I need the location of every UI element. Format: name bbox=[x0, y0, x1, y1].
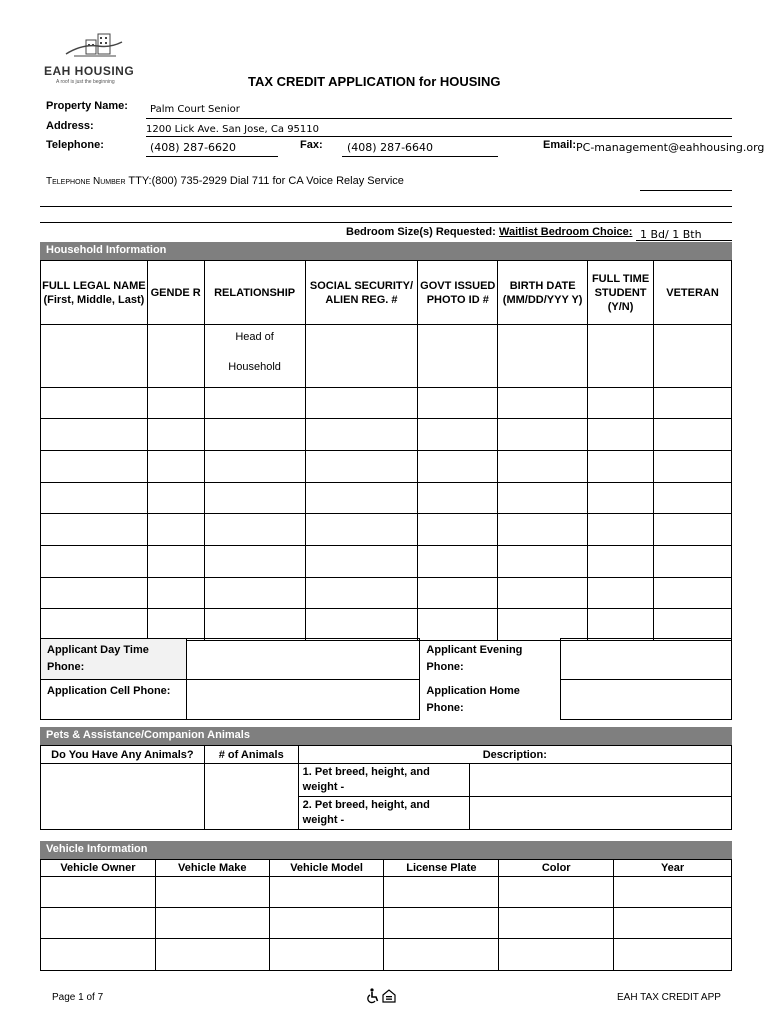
pet2-input[interactable] bbox=[470, 797, 732, 830]
accessibility-icon bbox=[366, 988, 380, 1004]
cell[interactable] bbox=[269, 877, 384, 908]
logo bbox=[40, 30, 150, 90]
cell[interactable] bbox=[41, 546, 148, 578]
col-animal-count: # of Animals bbox=[204, 746, 298, 764]
address-label: Address: bbox=[46, 120, 94, 132]
cell[interactable] bbox=[418, 609, 498, 641]
tty-line bbox=[46, 175, 404, 187]
cell[interactable] bbox=[498, 419, 588, 451]
page-title: TAX CREDIT APPLICATION for HOUSING bbox=[248, 74, 501, 89]
cell[interactable] bbox=[269, 939, 384, 971]
telephone-label: Telephone: bbox=[46, 139, 104, 151]
col-have-animals: Do You Have Any Animals? bbox=[41, 746, 205, 764]
cell[interactable] bbox=[588, 514, 654, 546]
col-birth-date: BIRTH DATE (MM/DD/YYY Y) bbox=[498, 261, 588, 325]
cell[interactable] bbox=[654, 483, 732, 514]
cell[interactable] bbox=[498, 388, 588, 419]
household-text: Household bbox=[228, 361, 281, 373]
table-row bbox=[41, 939, 732, 971]
cell[interactable] bbox=[654, 388, 732, 419]
home-phone-label: Application Home Phone: bbox=[420, 680, 561, 720]
cell[interactable] bbox=[654, 451, 732, 483]
col-gender: GENDE R bbox=[147, 261, 204, 325]
address-line bbox=[146, 136, 732, 137]
cell[interactable] bbox=[498, 451, 588, 483]
page-number: Page 1 of 7 bbox=[52, 992, 104, 1003]
col-photo-id: GOVT ISSUED PHOTO ID # bbox=[418, 261, 498, 325]
property-name-line bbox=[146, 118, 732, 119]
table-row bbox=[41, 578, 732, 609]
cell[interactable] bbox=[305, 514, 418, 546]
evening-phone-input[interactable] bbox=[561, 639, 732, 680]
table-row bbox=[41, 483, 732, 514]
col-license-plate: License Plate bbox=[384, 860, 499, 877]
col-student: FULL TIME STUDENT (Y/N) bbox=[588, 261, 654, 325]
cell[interactable] bbox=[147, 546, 204, 578]
tty-text: TTY:(800) 735-2929 Dial 711 for CA Voice Relay Service bbox=[128, 175, 404, 187]
cell[interactable] bbox=[498, 483, 588, 514]
cell[interactable] bbox=[155, 939, 269, 971]
cell[interactable] bbox=[614, 908, 732, 939]
tty-label: Telephone Number bbox=[46, 176, 126, 187]
cell[interactable] bbox=[499, 908, 614, 939]
property-name-label: Property Name: bbox=[46, 100, 128, 112]
household-table bbox=[40, 260, 732, 641]
cell[interactable] bbox=[654, 609, 732, 641]
cell[interactable] bbox=[41, 514, 148, 546]
cell[interactable] bbox=[498, 546, 588, 578]
pet1-label: 1. Pet breed, height, and weight - bbox=[298, 764, 470, 797]
table-row bbox=[41, 451, 732, 483]
cell[interactable] bbox=[588, 546, 654, 578]
cell[interactable] bbox=[204, 388, 305, 419]
cell[interactable] bbox=[155, 908, 269, 939]
cell[interactable] bbox=[41, 877, 156, 908]
address-value: 1200 Lick Ave. San Jose, Ca 95110 bbox=[146, 124, 320, 135]
cell[interactable] bbox=[147, 514, 204, 546]
cell[interactable] bbox=[204, 609, 305, 641]
cell[interactable] bbox=[418, 451, 498, 483]
cell[interactable] bbox=[41, 419, 148, 451]
vehicle-header: Vehicle Information bbox=[40, 841, 732, 859]
ssn-cell[interactable] bbox=[305, 325, 418, 388]
cell[interactable] bbox=[305, 546, 418, 578]
logo-tagline: A roof is just the beginning bbox=[56, 79, 115, 85]
col-relationship: RELATIONSHIP bbox=[204, 261, 305, 325]
cell[interactable] bbox=[588, 578, 654, 609]
col-veteran: VETERAN bbox=[654, 261, 732, 325]
birth-cell[interactable] bbox=[498, 325, 588, 388]
cell[interactable] bbox=[588, 388, 654, 419]
cell[interactable] bbox=[155, 877, 269, 908]
cell[interactable] bbox=[499, 939, 614, 971]
cell[interactable] bbox=[147, 609, 204, 641]
cell[interactable] bbox=[654, 419, 732, 451]
pets-table bbox=[40, 745, 732, 830]
head-of-text: Head of bbox=[235, 331, 274, 343]
cell[interactable] bbox=[588, 451, 654, 483]
cell[interactable] bbox=[418, 546, 498, 578]
logo-name: EAH HOUSING bbox=[44, 64, 135, 78]
cell[interactable] bbox=[384, 939, 499, 971]
fax-line bbox=[342, 156, 498, 157]
cell[interactable] bbox=[41, 388, 148, 419]
cell-phone-input[interactable] bbox=[186, 680, 420, 720]
evening-phone-label: Applicant Evening Phone: bbox=[420, 639, 561, 680]
pet2-label: 2. Pet breed, height, and weight - bbox=[298, 797, 470, 830]
cell[interactable] bbox=[147, 388, 204, 419]
cell[interactable] bbox=[654, 546, 732, 578]
cell[interactable] bbox=[41, 609, 148, 641]
cell[interactable] bbox=[418, 388, 498, 419]
fax-label: Fax: bbox=[300, 139, 323, 151]
cell[interactable] bbox=[305, 483, 418, 514]
cell[interactable] bbox=[498, 609, 588, 641]
cell[interactable] bbox=[204, 419, 305, 451]
footer-app-name: EAH TAX CREDIT APP bbox=[617, 992, 721, 1003]
tty-blank bbox=[640, 190, 732, 191]
have-animals-input[interactable] bbox=[41, 764, 205, 830]
cell[interactable] bbox=[418, 483, 498, 514]
building-logo-icon bbox=[64, 30, 124, 62]
equal-housing-icon bbox=[382, 989, 396, 1003]
phone-table bbox=[40, 638, 732, 720]
col-description: Description: bbox=[298, 746, 731, 764]
telephone-value: (408) 287-6620 bbox=[150, 141, 237, 154]
household-header: Household Information bbox=[40, 242, 732, 260]
table-row bbox=[41, 325, 732, 388]
col-color: Color bbox=[499, 860, 614, 877]
bedroom-choice-label: Waitlist Bedroom Choice: bbox=[499, 226, 633, 238]
cell[interactable] bbox=[147, 451, 204, 483]
cell[interactable] bbox=[498, 514, 588, 546]
cell[interactable] bbox=[654, 514, 732, 546]
day-phone-input[interactable] bbox=[186, 639, 420, 680]
cell[interactable] bbox=[499, 877, 614, 908]
cell[interactable] bbox=[41, 939, 156, 971]
footer-icons bbox=[366, 988, 406, 1004]
gender-cell[interactable] bbox=[147, 325, 204, 388]
table-row bbox=[41, 419, 732, 451]
cell[interactable] bbox=[384, 877, 499, 908]
cell[interactable] bbox=[41, 578, 148, 609]
cell[interactable] bbox=[41, 908, 156, 939]
cell[interactable] bbox=[588, 609, 654, 641]
photo-id-cell[interactable] bbox=[418, 325, 498, 388]
cell[interactable] bbox=[654, 578, 732, 609]
home-phone-input[interactable] bbox=[561, 680, 732, 720]
rule-2 bbox=[40, 222, 732, 223]
cell[interactable] bbox=[384, 908, 499, 939]
bedroom-label: Bedroom Size(s) Requested: bbox=[346, 226, 496, 238]
cell[interactable] bbox=[147, 419, 204, 451]
bedroom-value[interactable]: 1 Bd/ 1 Bth bbox=[640, 228, 702, 241]
table-row bbox=[41, 908, 732, 939]
table-row bbox=[41, 546, 732, 578]
col-vehicle-make: Vehicle Make bbox=[155, 860, 269, 877]
cell[interactable] bbox=[269, 908, 384, 939]
cell[interactable] bbox=[418, 578, 498, 609]
cell[interactable] bbox=[418, 419, 498, 451]
cell[interactable] bbox=[147, 578, 204, 609]
col-vehicle-owner: Vehicle Owner bbox=[41, 860, 156, 877]
cell[interactable] bbox=[305, 388, 418, 419]
cell-phone-label: Application Cell Phone: bbox=[41, 680, 187, 720]
animal-count-input[interactable] bbox=[204, 764, 298, 830]
cell[interactable] bbox=[418, 514, 498, 546]
cell[interactable] bbox=[588, 419, 654, 451]
name-cell[interactable] bbox=[41, 325, 148, 388]
telephone-line bbox=[146, 156, 278, 157]
pet1-input[interactable] bbox=[470, 764, 732, 797]
col-full-name: FULL LEGAL NAME (First, Middle, Last) bbox=[41, 261, 148, 325]
relationship-cell bbox=[204, 325, 305, 388]
email-label: Email: bbox=[543, 139, 577, 151]
rule-1 bbox=[40, 206, 732, 207]
cell[interactable] bbox=[305, 451, 418, 483]
veteran-cell[interactable] bbox=[654, 325, 732, 388]
cell[interactable] bbox=[305, 578, 418, 609]
pets-header: Pets & Assistance/Companion Animals bbox=[40, 727, 732, 745]
table-row bbox=[41, 609, 732, 641]
col-vehicle-model: Vehicle Model bbox=[269, 860, 384, 877]
day-phone-label: Applicant Day Time Phone: bbox=[41, 639, 187, 680]
cell[interactable] bbox=[41, 483, 148, 514]
cell[interactable] bbox=[614, 877, 732, 908]
property-name-value: Palm Court Senior bbox=[150, 104, 240, 115]
table-row bbox=[41, 514, 732, 546]
bedroom-line bbox=[636, 240, 732, 241]
cell[interactable] bbox=[204, 578, 305, 609]
student-cell[interactable] bbox=[588, 325, 654, 388]
cell[interactable] bbox=[305, 419, 418, 451]
fax-value: (408) 287-6640 bbox=[347, 141, 434, 154]
email-value: PC-management@eahhousing.org bbox=[576, 141, 765, 154]
cell[interactable] bbox=[588, 483, 654, 514]
cell[interactable] bbox=[204, 451, 305, 483]
cell[interactable] bbox=[41, 451, 148, 483]
cell[interactable] bbox=[204, 514, 305, 546]
cell[interactable] bbox=[614, 939, 732, 971]
cell[interactable] bbox=[498, 578, 588, 609]
cell[interactable] bbox=[204, 483, 305, 514]
table-row bbox=[41, 877, 732, 908]
cell[interactable] bbox=[305, 609, 418, 641]
col-ssn: SOCIAL SECURITY/ ALIEN REG. # bbox=[305, 261, 418, 325]
cell[interactable] bbox=[204, 546, 305, 578]
col-year: Year bbox=[614, 860, 732, 877]
table-row bbox=[41, 388, 732, 419]
cell[interactable] bbox=[147, 483, 204, 514]
vehicle-table bbox=[40, 859, 732, 971]
